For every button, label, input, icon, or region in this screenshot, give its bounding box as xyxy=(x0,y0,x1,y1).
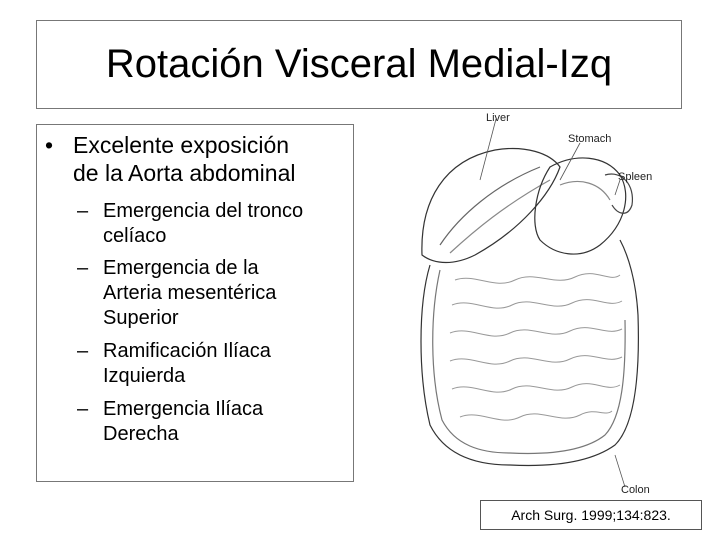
anatomy-illustration xyxy=(400,105,720,500)
sub-bullet-text xyxy=(103,256,276,331)
sub-bullet-line: Izquierda xyxy=(103,365,186,387)
citation-box xyxy=(480,500,702,530)
colon-label: Colon xyxy=(621,484,650,496)
sub-bullet-line: Emergencia de la xyxy=(103,257,259,279)
sub-bullet-text xyxy=(103,199,303,249)
slide-title: Rotación Visceral Medial-Izq xyxy=(105,42,613,86)
sub-bullet-text xyxy=(103,397,263,447)
sub-bullet-marker: – xyxy=(77,340,89,362)
sub-bullet-marker: – xyxy=(77,398,89,420)
sub-bullet-line: Ramificación Ilíaca xyxy=(103,340,271,362)
sub-bullet-marker: – xyxy=(77,200,89,222)
spleen-label: Spleen xyxy=(618,171,653,183)
sub-bullet-marker: – xyxy=(77,257,89,279)
colon-outline xyxy=(421,240,638,465)
stomach-label: Stomach xyxy=(568,133,612,145)
liver-label: Liver xyxy=(486,112,510,124)
sub-bullet-line: Superior xyxy=(103,307,179,329)
sub-bullet-text xyxy=(103,339,271,389)
bullet-marker: • xyxy=(45,132,54,158)
sub-bullet-line: Emergencia del tronco xyxy=(103,200,304,222)
main-bullet-line-2: de la Aorta abdominal xyxy=(73,160,296,186)
sub-bullet-line: Derecha xyxy=(103,423,179,445)
main-bullet-line-1: Excelente exposición xyxy=(73,132,290,158)
liver-outline xyxy=(422,149,560,263)
sub-bullet-line: Emergencia Ilíaca xyxy=(103,398,264,420)
sub-bullet-line: celíaco xyxy=(103,225,167,247)
sub-bullet-line: Arteria mesentérica xyxy=(103,282,277,304)
abdominal-anatomy-drawing xyxy=(400,105,720,500)
main-bullet-text xyxy=(73,131,358,187)
citation-text: Arch Surg. 1999;134:823. xyxy=(511,507,671,523)
bullet-text-box xyxy=(36,124,354,482)
title-box xyxy=(36,20,682,109)
